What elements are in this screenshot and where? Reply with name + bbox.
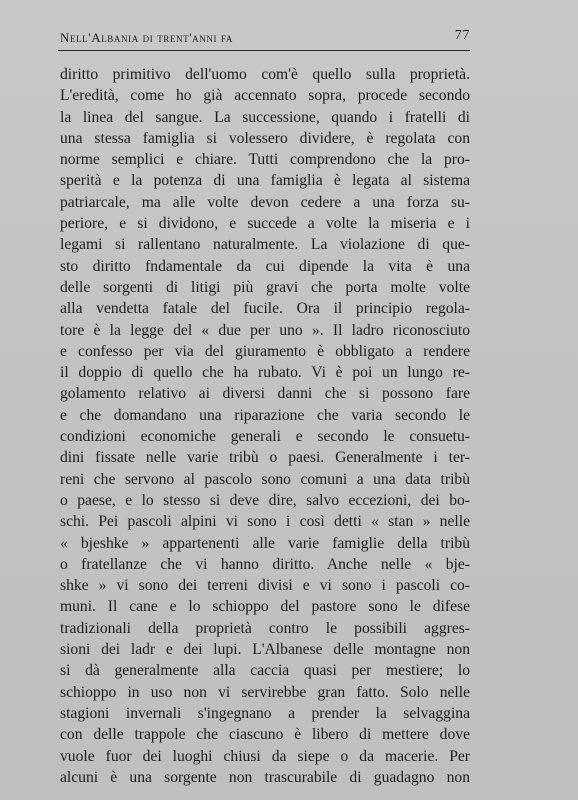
text-line: condizioni economiche generali e secondo le consuetu- (60, 428, 470, 446)
text-line: una stessa famiglia si volessero dividere, è regolata con (60, 129, 470, 147)
text-line: la linea del sangue. La successione, quando i fratelli di (60, 108, 470, 126)
text-line: tore è la legge del « due per uno ». Il ladro riconosciuto (60, 321, 470, 339)
running-title: Nell'Albania di trent'anni fa (60, 30, 233, 45)
text-line: reni che servono al pascolo sono comuni a una data tribù (60, 470, 470, 488)
page-number: 77 (454, 28, 470, 43)
text-line: shke » vi sono dei terreni divisi e vi sono i pascoli co- (60, 577, 470, 595)
text-line: periore, e si dividono, e succede a volte la miseria e i (60, 215, 470, 233)
running-header (60, 28, 470, 50)
text-line: alcuni è una sorgente non trascurabile di guadagno non (60, 768, 470, 786)
text-line: « bjeshke » appartenenti alle varie famiglie della tribù (60, 534, 470, 552)
text-line: o paese, e lo stesso si deve dire, salvo eccezioni, dei bo- (60, 491, 470, 509)
text-line: legami si rallentano naturalmente. La violazione di que- (60, 236, 470, 254)
text-line: stagioni invernali s'ingegnano a prender la selvaggina (60, 704, 470, 722)
text-line: patriarcale, ma alle volte devon cedere a una forza su- (60, 193, 470, 211)
text-line: golamento relativo ai diversi danni che si possono fare (60, 385, 470, 403)
text-line: dini fissate nelle varie tribù o paesi. Generalmente i ter- (60, 449, 470, 467)
text-line: con delle trappole che ciascuno è libero di mettere dove (60, 726, 470, 744)
text-line: sperità e la potenza di una famiglia è legata al sistema (60, 172, 470, 190)
body-text (60, 64, 470, 788)
text-line: o fratellanze che vi hanno diritto. Anche nelle « bje- (60, 555, 470, 573)
text-line: L'eredità, come ho già accennato sopra, procede secondo (60, 87, 470, 105)
text-line: vuole fuor dei luoghi chiusi da siepe o da macerie. Per (60, 747, 470, 765)
text-line: schioppo in uso non vi servirebbe gran fatto. Solo nelle (60, 683, 470, 701)
text-line: muni. Il cane e lo schioppo del pastore sono le difese (60, 598, 470, 616)
text-line: sto diritto fndamentale da cui dipende la vita è una (60, 257, 470, 275)
text-line: si dà generalmente alla caccia quasi per mestiere; lo (60, 662, 470, 680)
text-line: e confesso per via del giuramento è obbligato a rendere (60, 342, 470, 360)
text-line: e che domandano una riparazione che varia secondo le (60, 406, 470, 424)
text-line: il doppio di quello che ha rubato. Vi è poi un lungo re- (60, 364, 470, 382)
text-line: alla vendetta fatale del fucile. Ora il principio regola- (60, 300, 470, 318)
text-line: tradizionali della proprietà contro le possibili aggres- (60, 619, 470, 637)
text-line: norme semplici e chiare. Tutti comprendono che la pro- (60, 151, 470, 169)
text-line: delle sorgenti di litigi più gravi che porta molte volte (60, 278, 470, 296)
text-line: diritto primitivo dell'uomo com'è quello sulla proprietà. (60, 66, 470, 83)
header-rule (58, 50, 470, 51)
text-line: sioni dei ladr e dei lupi. L'Albanese delle montagne non (60, 641, 470, 659)
text-line: schi. Pei pascoli alpini vi sono i così detti « stan » nelle (60, 513, 470, 531)
